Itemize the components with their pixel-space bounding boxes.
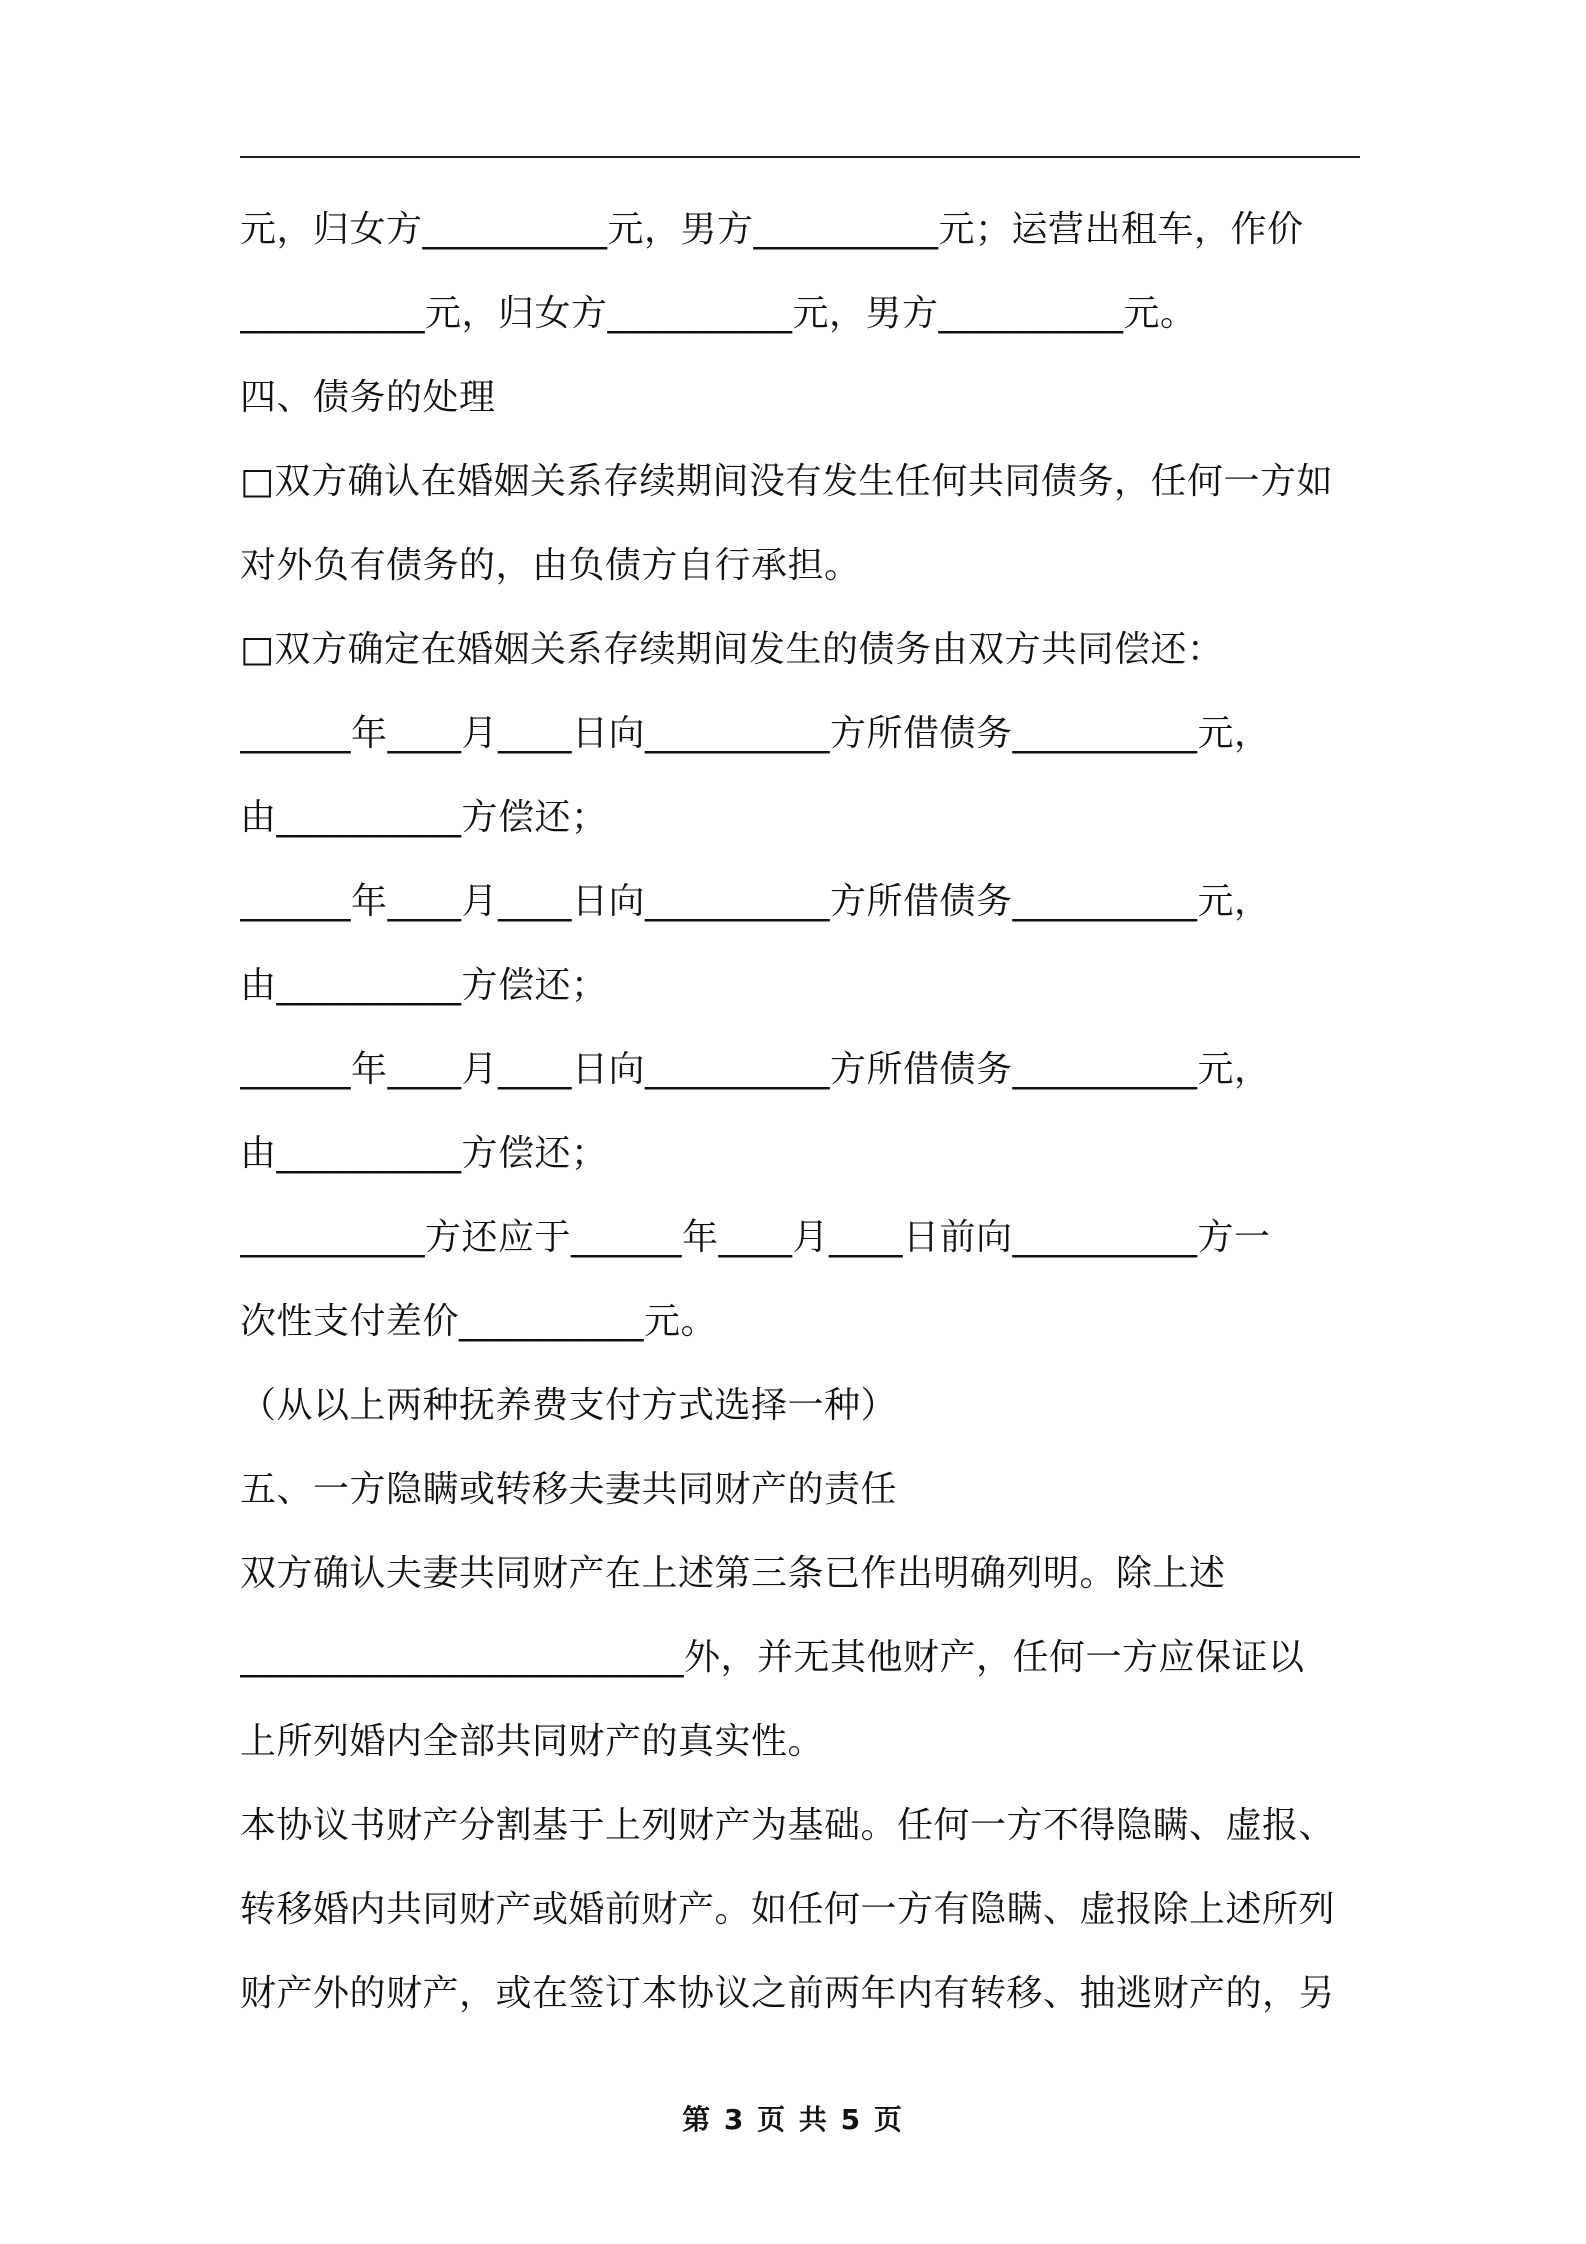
text-line: 对外负有债务的，由负债方自行承担。 [240, 545, 861, 586]
debt-entry-line: ______年____月____日向__________方所借债务__________元， [240, 881, 1271, 922]
text-line: __________元，归女方__________元，男方__________元。 [240, 293, 1197, 334]
checkbox-option-line: □双方确认在婚姻关系存续期间没有发生任何共同债务，任何一方如 [240, 461, 1334, 502]
checkbox-option-line: □双方确定在婚姻关系存续期间发生的债务由双方共同偿还： [240, 629, 1224, 670]
text-line: 本协议书财产分割基于上列财产为基础。任何一方不得隐瞒、虚报、 [240, 1805, 1336, 1846]
note-line: （从以上两种抚养费支付方式选择一种） [240, 1385, 898, 1426]
text-line: 次性支付差价__________元。 [240, 1301, 718, 1342]
text-line: __________方还应于______年____月____日前向__________方一 [240, 1217, 1271, 1258]
section-heading: 四、债务的处理 [240, 377, 496, 418]
text-line: ________________________外，并无其他财产，任何一方应保证以 [240, 1637, 1305, 1678]
text-line: 转移婚内共同财产或婚前财产。如任何一方有隐瞒、虚报除上述所列 [240, 1889, 1336, 1930]
text-line: 元，归女方__________元，男方__________元；运营出租车，作价 [240, 209, 1304, 250]
debt-repayer-line: 由__________方偿还； [240, 965, 608, 1006]
text-line: 财产外的财产，或在签订本协议之前两年内有转移、抽逃财产的，另 [240, 1973, 1336, 2014]
debt-entry-line: ______年____月____日向__________方所借债务__________元， [240, 713, 1271, 754]
text-line: 双方确认夫妻共同财产在上述第三条已作出明确列明。除上述 [240, 1553, 1226, 1594]
header-rule [240, 156, 1360, 158]
page-number-footer: 第 3 页 共 5 页 [682, 2103, 904, 2136]
debt-repayer-line: 由__________方偿还； [240, 797, 608, 838]
document-body [240, 188, 1360, 2036]
debt-entry-line: ______年____月____日向__________方所借债务__________元， [240, 1049, 1271, 1090]
text-line: 上所列婚内全部共同财产的真实性。 [240, 1721, 825, 1762]
section-heading: 五、一方隐瞒或转移夫妻共同财产的责任 [240, 1469, 898, 1510]
debt-repayer-line: 由__________方偿还； [240, 1133, 608, 1174]
